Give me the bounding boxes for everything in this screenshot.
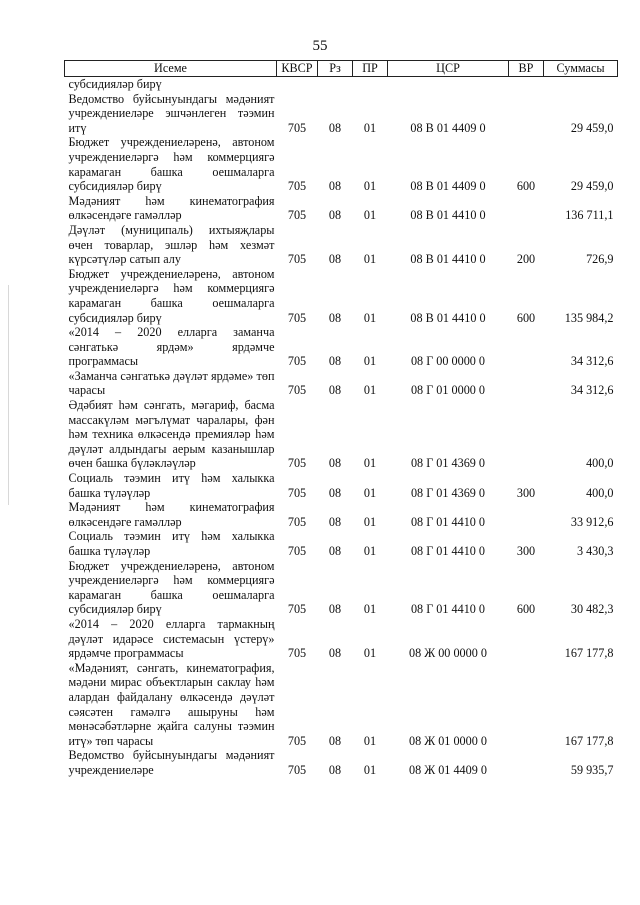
cell-name: Ведомство буйсынуындагы мәдәният учреждениеләре: [68, 748, 275, 777]
cell-pr: 01: [363, 544, 377, 558]
cell-name: Социаль тәэмин итү һәм халыкка башка түләүләр: [68, 471, 275, 500]
table-row: [65, 748, 618, 777]
cell-csr: 08 Г 01 0000 0: [410, 383, 486, 398]
cell-csr: 08 Ж 01 0000 0: [409, 733, 487, 748]
cell-pr: 01: [363, 354, 377, 369]
cell-name: Бюджет учреждениеләренә, автоном учреждениеләргә һәм коммерциягә карамаган башка оешмаларга субсидияләр бирү: [68, 558, 275, 617]
table-row: [65, 559, 618, 617]
cell-pr: 01: [363, 120, 377, 135]
cell-pr: 01: [363, 762, 377, 777]
cell-csr: 08 В 01 4410 0: [410, 208, 486, 223]
header-csr: ЦСР: [388, 61, 509, 77]
cell-csr: 08 Г 01 4410 0: [410, 514, 486, 529]
table-row: [65, 471, 618, 500]
cell-sum: 30 482,3: [570, 602, 614, 617]
cell-sum: 167 177,8: [564, 733, 614, 748]
cell-sum: 400,0: [586, 485, 614, 500]
cell-vr: [509, 369, 544, 398]
cell-name: Әдәбият һәм сәнгать, мәгариф, басма массакүләм мәгълүмат чаралары, фән һәм техника өлкәсендә премияләр һәм дәүләт алдындагы аерым казанышлар өчен башка бүләкләүләр: [68, 398, 275, 471]
cell-csr: 08 Г 01 4369 0: [410, 456, 486, 471]
cell-vr: 300: [516, 544, 536, 558]
cell-name: «2014 – 2020 елларга заманча сәнгатькә ярдәм» ярдәмче программасы: [68, 325, 275, 369]
cell-sum: 135 984,2: [564, 310, 614, 325]
cell-vr: 200: [516, 252, 536, 267]
page-number: 55: [312, 38, 328, 54]
table-row: [65, 267, 618, 325]
cell-rz: 08: [328, 179, 342, 194]
cell-name: «Заманча сәнгатькә дәүләт ярдәме» төп чарасы: [68, 368, 275, 398]
table-row: [65, 77, 618, 92]
cell-csr: 08 Г 01 4410 0: [410, 602, 486, 617]
cell-vr: [509, 661, 544, 749]
scan-margin-mark: [8, 285, 9, 505]
cell-rz: [318, 77, 353, 92]
cell-rz: 08: [328, 383, 342, 398]
cell-kvsr: 705: [287, 252, 307, 267]
cell-csr: [388, 77, 509, 92]
cell-kvsr: 705: [287, 514, 307, 529]
cell-csr: 08 В 01 4410 0: [410, 252, 486, 267]
cell-vr: [509, 748, 544, 777]
table-body: [65, 77, 618, 778]
cell-pr: 01: [363, 383, 377, 398]
cell-csr: 08 Ж 00 0000 0: [409, 646, 487, 661]
cell-kvsr: 705: [287, 456, 307, 471]
cell-rz: 08: [328, 733, 342, 748]
cell-kvsr: 705: [287, 733, 307, 748]
cell-vr: 300: [516, 485, 536, 500]
table-row: [65, 135, 618, 193]
cell-pr: 01: [363, 733, 377, 748]
cell-pr: 01: [363, 456, 377, 471]
cell-name: Бюджет учреждениеләренә, автоном учреждениеләргә һәм коммерциягә карамаган башка оешмаларга субсидияләр бирү: [68, 135, 275, 194]
cell-sum: 29 459,0: [570, 120, 614, 135]
cell-csr: 08 В 01 4409 0: [410, 179, 486, 194]
cell-sum: 3 430,3: [576, 544, 614, 558]
cell-rz: 08: [328, 646, 342, 661]
cell-sum: 29 459,0: [570, 179, 614, 194]
table-row: [65, 500, 618, 529]
cell-sum: 59 935,7: [570, 762, 614, 777]
cell-vr: [509, 325, 544, 369]
cell-pr: [353, 77, 388, 92]
cell-rz: 08: [328, 514, 342, 529]
cell-name: субсидияләр бирү: [68, 77, 162, 91]
budget-table: [64, 60, 618, 778]
cell-csr: 08 Г 01 4410 0: [410, 544, 486, 558]
cell-csr: 08 Ж 01 4409 0: [409, 762, 487, 777]
table-row: [65, 223, 618, 267]
cell-kvsr: 705: [287, 544, 307, 558]
cell-name: Ведомство буйсынуындагы мәдәният учреждениеләре эшчәнлеген тәэмин итү: [68, 91, 275, 135]
cell-csr: 08 Г 00 0000 0: [410, 354, 486, 369]
cell-rz: 08: [328, 120, 342, 135]
cell-sum: 34 312,6: [570, 354, 614, 369]
cell-kvsr: [277, 77, 318, 92]
cell-sum: 167 177,8: [564, 646, 614, 661]
header-kvsr: КВСР: [277, 61, 318, 77]
cell-vr: [509, 398, 544, 471]
cell-sum: 33 912,6: [570, 514, 614, 529]
table-row: [65, 194, 618, 223]
cell-rz: 08: [328, 354, 342, 369]
cell-kvsr: 705: [287, 646, 307, 661]
cell-kvsr: 705: [287, 179, 307, 194]
cell-name: Мәдәният һәм кинематография өлкәсендәге гамәлләр: [68, 193, 275, 223]
cell-rz: 08: [328, 310, 342, 325]
table-row: [65, 325, 618, 369]
cell-kvsr: 705: [287, 120, 307, 135]
header-sum: Суммасы: [544, 61, 618, 77]
cell-vr: 600: [516, 602, 536, 617]
header-pr: ПР: [353, 61, 388, 77]
cell-kvsr: 705: [287, 354, 307, 369]
cell-vr: [509, 77, 544, 92]
cell-sum: 34 312,6: [570, 383, 614, 398]
cell-pr: 01: [363, 485, 377, 500]
header-rz: Рз: [318, 61, 353, 77]
cell-kvsr: 705: [287, 310, 307, 325]
cell-rz: 08: [328, 252, 342, 267]
cell-name: «2014 – 2020 елларга тармакның дәүләт идарәсе системасын үстерү» ярдәмче программасы: [68, 616, 275, 661]
cell-rz: 08: [328, 602, 342, 617]
cell-csr: 08 Г 01 4369 0: [410, 485, 486, 500]
table-row: [65, 92, 618, 136]
table-row: [65, 617, 618, 661]
cell-name: Мәдәният һәм кинематография өлкәсендәге гамәлләр: [68, 500, 275, 529]
table-header-row: [65, 61, 618, 77]
header-name: Исеме: [65, 61, 277, 77]
cell-pr: 01: [363, 252, 377, 267]
cell-name: «Мәдәният, сәнгать, кинематография, мәдәни мирас объектларын саклау һәм алардан файдалану өлкәсендә дәүләт сәясәтен гамәлгә ашыруны һәм мөнәсәбәтләрне җайга салуны тәэмин итү» төп чарасы: [68, 660, 275, 748]
table-row: [65, 661, 618, 749]
cell-vr: [509, 92, 544, 136]
cell-rz: 08: [328, 485, 342, 500]
cell-pr: 01: [363, 646, 377, 661]
cell-sum: 136 711,1: [565, 208, 614, 223]
cell-kvsr: 705: [287, 383, 307, 398]
cell-kvsr: 705: [287, 485, 307, 500]
cell-rz: 08: [328, 208, 342, 223]
cell-pr: 01: [363, 310, 377, 325]
cell-rz: 08: [328, 456, 342, 471]
cell-pr: 01: [363, 179, 377, 194]
cell-csr: 08 В 01 4410 0: [410, 310, 486, 325]
cell-sum: 400,0: [586, 456, 614, 471]
cell-vr: 600: [516, 310, 536, 325]
cell-rz: 08: [328, 762, 342, 777]
cell-pr: 01: [363, 514, 377, 529]
header-vr: ВР: [509, 61, 544, 77]
cell-sum: [544, 77, 618, 92]
cell-pr: 01: [363, 602, 377, 617]
cell-pr: 01: [363, 208, 377, 223]
cell-rz: 08: [328, 544, 342, 558]
cell-kvsr: 705: [287, 762, 307, 777]
table-row: [65, 529, 618, 558]
cell-name: Дәүләт (муниципаль) ихтыяҗлары өчен товарлар, эшләр һәм хезмәт күрсәтүләр сатып алу: [68, 222, 275, 267]
table-row: [65, 369, 618, 398]
cell-vr: 600: [516, 179, 536, 194]
cell-name: Социаль тәэмин итү һәм халыкка башка түләүләр: [68, 529, 275, 558]
cell-csr: 08 В 01 4409 0: [410, 120, 486, 135]
cell-vr: [509, 500, 544, 529]
cell-vr: [509, 617, 544, 661]
cell-sum: 726,9: [586, 252, 614, 267]
cell-kvsr: 705: [287, 602, 307, 617]
cell-kvsr: 705: [287, 208, 307, 223]
cell-name: Бюджет учреждениеләренә, автоном учреждениеләргә һәм коммерциягә карамаган башка оешмаларга субсидияләр бирү: [68, 266, 275, 325]
cell-vr: [509, 194, 544, 223]
table-row: [65, 398, 618, 471]
